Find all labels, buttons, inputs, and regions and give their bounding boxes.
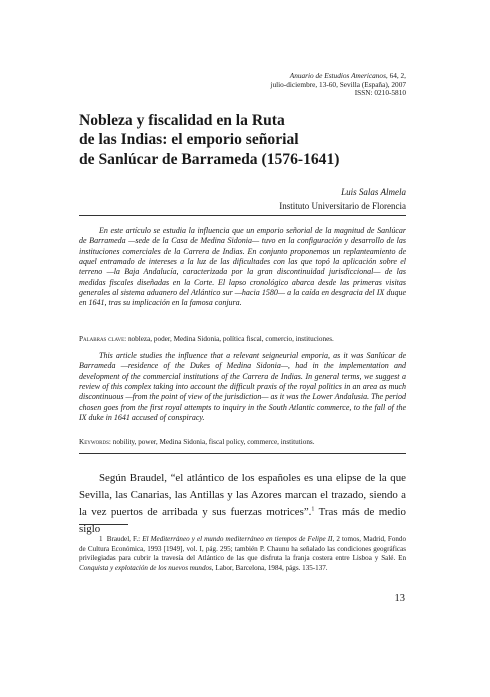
author-affiliation: Instituto Universitario de Florencia: [279, 201, 406, 211]
journal-reference: [146, 72, 406, 98]
abstract-spanish: En este artículo se estudia la influencia que un emporio señorial de la magnitud de Sanlúcar de Barrameda —sede de la Casa de Medina Sidonia— tuvo en la configuración y desarrollo de las instituciones comerciales de la Carrera de Indias. En conjunto proponemos un replanteamiento de aquel entramado de intereses a la luz de las dificultades con las que topó la aplicación sobre el terreno —la Baja Andalucía, caracterizada por la gran discontinuidad jurisdiccional— de las medidas fiscales diseñadas en la Corte. El lapso cronológico abarca desde las primeras visitas generales al sistema aduanero del Atlántico sur —hacia 1580— a la caída en desgracia del IX duque en 1641, tras su implicación en la famosa conjura.: [79, 226, 406, 308]
keywords-spanish: Palabras clave: nobleza, poder, Medina Sidonia, política fiscal, comercio, instituciones.: [79, 335, 334, 343]
footnote-reference: 1: [311, 506, 315, 513]
top-divider: [79, 215, 406, 216]
keywords-english: Keywords: nobility, power, Medina Sidonia, fiscal policy, commerce, institutions.: [79, 438, 315, 446]
journal-name: Anuario de Estudios Americanos: [289, 71, 386, 80]
title-line: de Sanlúcar de Barrameda (1576-1641): [79, 150, 340, 168]
footnote-details: 2 tomos, Madrid, Fondo de Cultura Económica, 1993 [1949], vol. I, pág. 295; también P. Chaunu ha señalado las condiciones geográficas privilegiadas para cubrir la travesía del Atlántico de las que disfruta la franja costera entre Lisboa y Salé. En: [79, 535, 407, 563]
keywords-label: Keywords: [79, 438, 109, 446]
title-line: Nobleza y fiscalidad en la Ruta: [79, 112, 285, 129]
footnote-author: Braudel, F.:: [106, 535, 141, 543]
keywords-text: nobility, power, Medina Sidonia, fiscal policy, commerce, institutions.: [112, 438, 315, 446]
title-line: de las Indias: el emporio señorial: [79, 131, 299, 149]
footnote-work: El Mediterráneo y el mundo mediterráneo en tiempos de Felipe II,: [142, 535, 335, 543]
author-name: Luis Salas Almela: [341, 187, 406, 197]
footnote-work-2: Conquista y explotación de los nuevos mundos,: [79, 563, 214, 572]
journal-volume: , 64, 2,: [385, 71, 406, 80]
abstract-english: This article studies the influence that a relevant seigneurial emporia, as it was Sanlúcar de Barrameda —residence of the Dukes of Medina Sidonia—, had in the implementation and development of the commercial institutions of the Carrera de Indias. In general terms, we suggest a review of this complex taking into account the difficult praxis of the royal politics in an area as much discontinuous —from the point of view of the jurisdiction— as it was the Lower Andalusia. The period chosen goes from the first royal attempts to inquiry in the South Atlantic commerce, to the fall of the IX duke in 1641 accused of conspiracy.: [79, 351, 406, 423]
keywords-label: Palabras clave: [79, 335, 125, 343]
page-number: 13: [394, 593, 405, 604]
journal-line-2: julio-diciembre, 13-60, Sevilla (España), 2007: [270, 79, 406, 89]
keywords-text: nobleza, poder, Medina Sidonia, política fiscal, comercio, instituciones.: [127, 335, 334, 343]
footnote: [79, 535, 406, 573]
footnote-details-2: Labor, Barcelona, 1984, págs. 135-137.: [215, 563, 328, 572]
footnote-number: 1: [99, 535, 103, 543]
article-title: [79, 111, 409, 169]
author-block: [146, 185, 406, 213]
footnote-rule: [79, 524, 128, 525]
body-text: Según Braudel, “el atlántico de los españoles es una elipse de la que Sevilla, las Canarias, las Antillas y las Azores marcan el trazado, siendo a la vez puertos de arribada y sus fuerzas motrices”.: [79, 472, 406, 518]
body-paragraph: [79, 470, 406, 538]
body-text-continued: Tras más de medio siglo: [79, 505, 406, 535]
journal-issn: ISSN: 0210-5810: [354, 88, 406, 98]
bottom-divider: [79, 453, 406, 454]
